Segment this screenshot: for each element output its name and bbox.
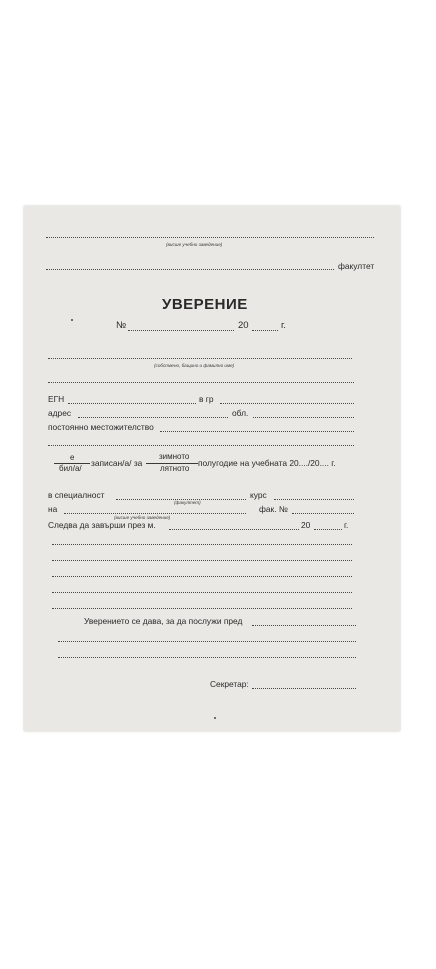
faculty-field-line[interactable] [46,269,334,270]
faculty-number-label: фак. № [259,504,288,514]
city-label: в гр [199,394,214,404]
enrolled-label: записан/а/ за [91,458,143,468]
hint-faculty: (факултет) [174,500,201,505]
winter-label: зимното [159,452,190,461]
issued-extra-line[interactable] [58,641,356,642]
document-title: УВЕРЕНИЕ [162,296,248,313]
number-field-line[interactable] [128,330,234,331]
faculty-label: факултет [338,261,375,271]
secretary-label: Секретар: [210,679,249,689]
region-field-line[interactable] [253,417,354,418]
full-name-field-line-2[interactable] [48,382,354,383]
permanent-residence-label: постоянно местожителство [48,422,154,432]
address-label: адрес [48,408,72,418]
city-field-line[interactable] [220,403,354,404]
enrolled-right-rule [146,463,154,464]
institution-field-line[interactable] [64,513,246,514]
blank-line[interactable] [52,592,352,593]
number-label: № [116,320,127,331]
graduate-year-prefix: 20 [301,520,311,530]
egn-field-line[interactable] [68,403,196,404]
hint-higher-school: (висше учебно заведение) [166,242,223,247]
course-field-line[interactable] [274,499,354,500]
stray-mark [71,319,73,321]
blank-line[interactable] [52,560,352,561]
stray-mark [214,717,216,719]
permanent-residence-field-line[interactable] [160,431,354,432]
specialty-label: в специалност [48,490,105,500]
residence-extra-line[interactable] [48,445,354,446]
is-label: е [70,453,75,462]
enrolled-left-rule [82,463,90,464]
blank-line[interactable] [52,544,352,545]
secretary-signature-line[interactable] [252,688,356,689]
issued-label: Уверението се дава, за да послужи пред [84,616,243,626]
certificate-form [24,206,400,731]
blank-line[interactable] [52,608,352,609]
graduate-month-field-line[interactable] [169,529,299,530]
was-label: бил/а/ [59,464,82,473]
hint-full-name: (собствено, бащино и фамилно име) [154,363,235,368]
faculty-number-field-line[interactable] [292,513,354,514]
summer-label: лятното [160,464,190,473]
issued-field-line[interactable] [252,625,356,626]
full-name-field-line[interactable] [48,358,352,359]
year-suffix-label: г. [281,320,286,331]
semester-label: полугодие на учебната 20..../20.... г. [198,458,336,468]
at-label: на [48,504,58,514]
region-label: обл. [232,408,249,418]
course-label: курс [250,490,267,500]
year-prefix-label: 20 [238,320,249,331]
address-field-line[interactable] [78,417,228,418]
year-field-line[interactable] [252,330,278,331]
graduate-year-field-line[interactable] [314,529,342,530]
higher-school-field-line[interactable] [46,237,374,238]
egn-label: ЕГН [48,394,65,404]
issued-extra-line[interactable] [58,657,356,658]
blank-line[interactable] [52,576,352,577]
graduate-label: Следва да завърши през м. [48,520,156,530]
hint-higher-school-2: (висше учебно заведение) [114,515,171,520]
graduate-year-suffix: г. [344,520,349,530]
